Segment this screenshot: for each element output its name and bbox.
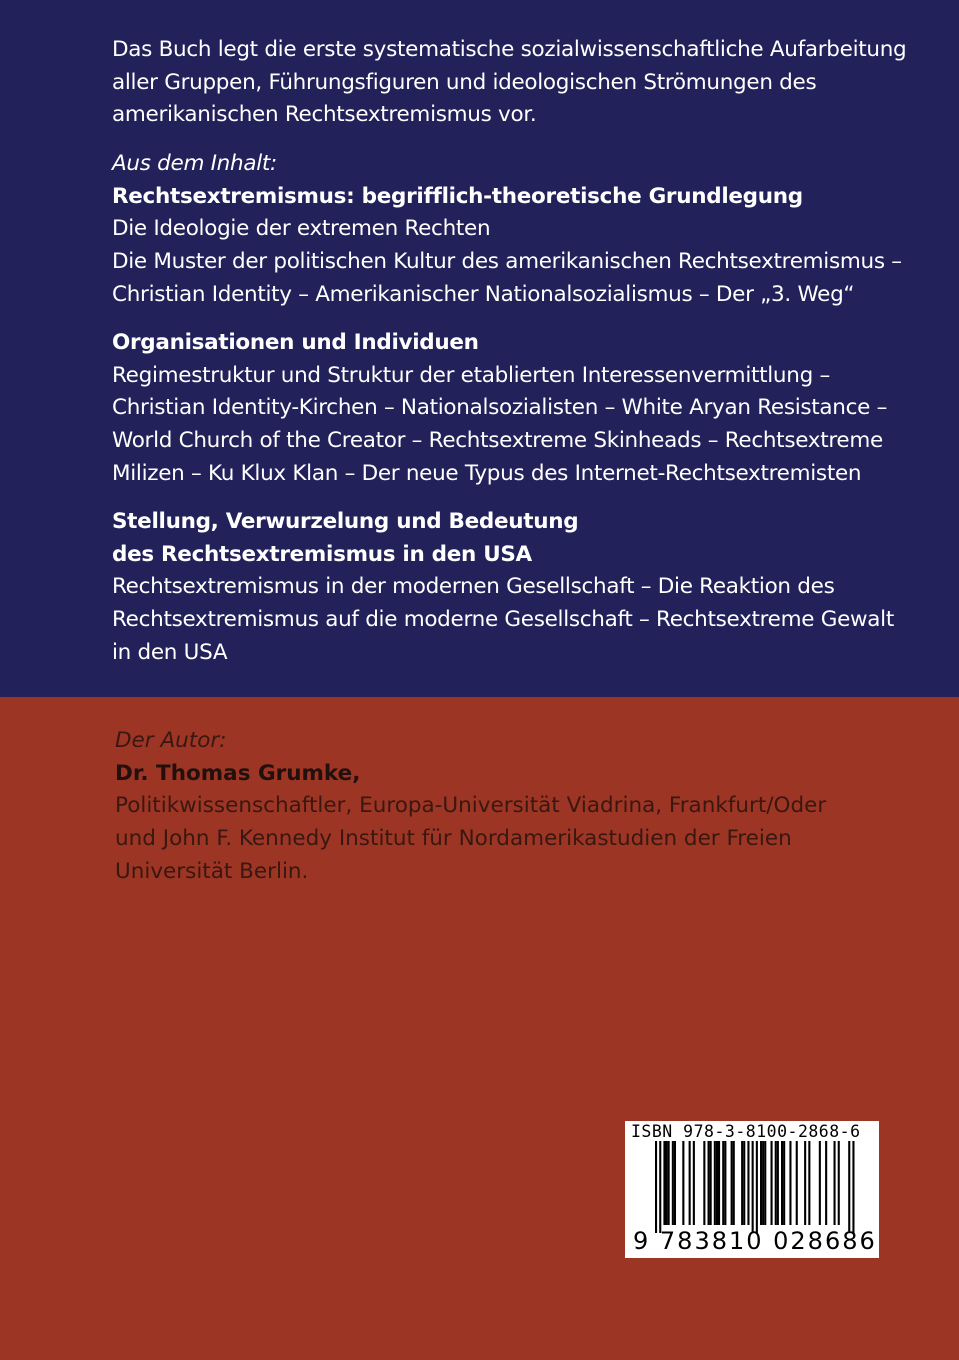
section-2-line: Regimestruktur und Struktur der etablierten Interessenvermittlung – (112, 362, 830, 388)
section-3-line: in den USA (112, 639, 228, 665)
barcode-bar (777, 1141, 779, 1225)
intro-line: amerikanischen Rechtsextremismus vor. (112, 102, 537, 128)
barcode-bar (783, 1141, 785, 1225)
contents-heading: Aus dem Inhalt: (112, 151, 277, 176)
section-2-line: World Church of the Creator – Rechtsextreme Skinheads – Rechtsextreme (112, 428, 883, 454)
barcode-bar (666, 1141, 668, 1225)
barcode-bar (655, 1141, 657, 1233)
barcode-bar (668, 1141, 670, 1225)
barcode-bar (796, 1141, 798, 1225)
barcode-bar (693, 1141, 695, 1225)
barcode-bar (764, 1141, 766, 1225)
barcode-bar (852, 1141, 854, 1233)
author-line: und John F. Kennedy Institut für Nordamerikastudien der Freien (115, 826, 792, 852)
barcode-bar (674, 1141, 676, 1225)
section-1-line: Die Muster der politischen Kultur des amerikanischen Rechtsextremismus – (112, 249, 902, 275)
barcode-bar (838, 1141, 840, 1225)
barcode-bar (752, 1141, 754, 1233)
barcode-bar (733, 1141, 735, 1225)
section-3-title: des Rechtsextremismus in den USA (112, 541, 532, 567)
barcode-bar (710, 1141, 712, 1225)
barcode-bar (663, 1141, 665, 1225)
author-name: Dr. Thomas Grumke, (115, 760, 361, 786)
barcode-bar (781, 1141, 783, 1225)
intro-paragraph (112, 34, 932, 132)
barcode-bar (762, 1141, 764, 1225)
barcode-bar (708, 1141, 710, 1225)
author-block (115, 725, 935, 889)
intro-line: Das Buch legt die erste systematische sozialwissenschaftliche Aufarbeitung (112, 37, 907, 62)
contents-section-2 (112, 327, 932, 491)
isbn-barcode-label (625, 1121, 879, 1258)
section-2-title: Organisationen und Individuen (112, 330, 479, 355)
barcode-bar (789, 1141, 791, 1225)
barcode-bar (771, 1141, 773, 1225)
section-3-title: Stellung, Verwurzelung und Bedeutung (112, 509, 579, 534)
barcode-bar (819, 1141, 821, 1225)
section-3-line: Rechtsextremismus auf die moderne Gesellschaft – Rechtsextreme Gewalt (112, 607, 894, 633)
barcode-bar (659, 1141, 661, 1233)
barcode-bar (848, 1141, 850, 1233)
isbn-number: ISBN 978-3-8100-2868-6 (631, 1122, 861, 1141)
lower-panel (0, 697, 959, 1360)
section-2-line: Christian Identity-Kirchen – Nationalsozialisten – White Aryan Resistance – (112, 395, 888, 421)
barcode-bar (716, 1141, 718, 1225)
barcode-bar (741, 1141, 743, 1225)
barcode-bar (825, 1141, 827, 1225)
contents-section-1 (112, 148, 932, 312)
section-1-title: Rechtsextremismus: begrifflich-theoretische Grundlegung (112, 183, 803, 209)
section-2-line: Milizen – Ku Klux Klan – Der neue Typus des Internet-Rechtsextremisten (112, 460, 862, 486)
section-3-line: Rechtsextremismus in der modernen Gesellschaft – Die Reaktion des (112, 574, 835, 600)
barcode-bar (689, 1141, 691, 1225)
ean-digits: 9 783810 028686 (633, 1227, 877, 1255)
barcode-bar (775, 1141, 777, 1225)
barcode-bar (722, 1141, 724, 1225)
barcode-bar (672, 1141, 674, 1225)
barcode-bar (743, 1141, 745, 1225)
contents-section-3 (112, 506, 932, 670)
barcode-bar (731, 1141, 733, 1225)
barcode-bar (724, 1141, 726, 1225)
barcode-bar (834, 1141, 836, 1225)
barcode-bar (760, 1141, 762, 1225)
section-1-line: Die Ideologie der extremen Rechten (112, 216, 491, 242)
barcode-bar (714, 1141, 716, 1225)
section-1-line: Christian Identity – Amerikanischer Nationalsozialismus – Der „3. Weg“ (112, 281, 855, 307)
barcode-bar (804, 1141, 806, 1225)
barcode-bar (756, 1141, 758, 1233)
barcode-bar (718, 1141, 720, 1225)
barcode-bar (682, 1141, 684, 1225)
intro-line: aller Gruppen, Führungsfiguren und ideologischen Strömungen des (112, 69, 817, 95)
author-line: Universität Berlin. (115, 858, 309, 884)
barcode-bar (747, 1141, 749, 1225)
author-heading: Der Autor: (115, 728, 227, 753)
author-line: Politikwissenschaftler, Europa-Universität Viadrina, Frankfurt/Oder (115, 793, 827, 819)
barcode-bar (808, 1141, 810, 1225)
barcode-bar (703, 1141, 705, 1225)
